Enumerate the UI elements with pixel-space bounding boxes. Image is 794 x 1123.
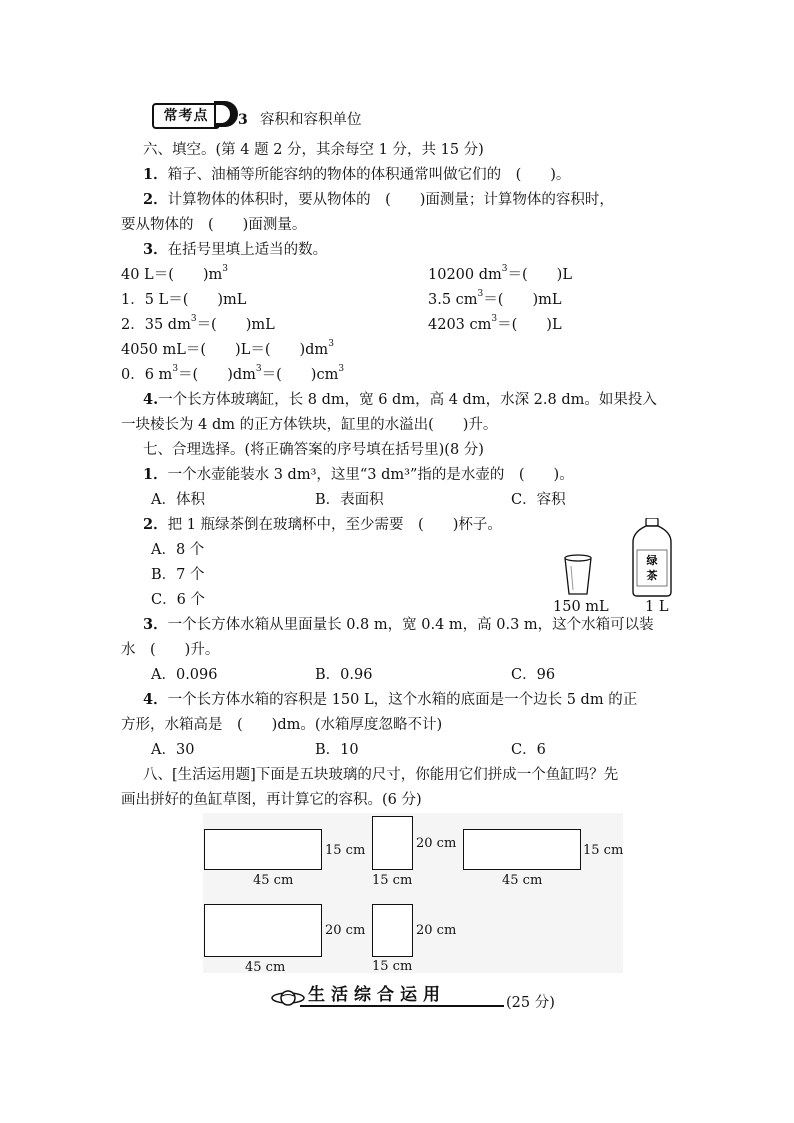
s7-q2-opt-b: B．7 个 — [151, 567, 205, 583]
glass-piece-5 — [372, 904, 413, 957]
glass-4-height: 20 cm — [325, 923, 366, 938]
bottle-label-char1: 绿 — [646, 554, 658, 567]
section-banner-title: 生活综合运用 — [308, 985, 446, 1005]
s6-q4-line2: 一块棱长为 4 dm 的正方体铁块，缸里的水溢出( )升。 — [121, 417, 498, 433]
s6-q1: 1．箱子、油桶等所能容纳的物体的体积通常叫做它们的 ( )。 — [143, 166, 571, 183]
s6-q4-line1: 4.一个长方体玻璃缸，长 8 dm，宽 6 dm，高 4 dm，水深 2.8 dm。如果投入 — [143, 391, 657, 408]
cup-icon — [565, 555, 591, 594]
glass-piece-3 — [463, 829, 581, 870]
glass-2-height: 20 cm — [416, 836, 457, 851]
section-banner-points: (25 分) — [506, 995, 555, 1011]
s6-q3-item2: 10200 $dm^3=$( )L — [428, 264, 572, 283]
cup-bottle-illustration — [555, 518, 680, 598]
section8-line1: 八、[生活运用题]下面是五块玻璃的尺寸，你能用它们拼成一个鱼缸吗？先 — [143, 767, 619, 783]
s7-q2: 2．把 1 瓶绿茶倒在玻璃杯中，至少需要 ( )杯子。 — [143, 516, 502, 533]
s6-q3: 3．在括号里填上适当的数。 — [143, 241, 328, 258]
s6-q3-item7: 4050 mL＝( )L＝( )$dm^3$ — [121, 339, 334, 358]
s7-q3-line2: 水 ( )升。 — [121, 642, 220, 658]
bottle-volume-label: 1 L — [645, 599, 669, 615]
s6-q3-item4: 3.5 $cm^3=$( )mL — [428, 289, 562, 308]
s6-q2-line2: 要从物体的 ( )面测量。 — [121, 217, 307, 233]
s7-q1-opt-b: B．表面积 — [315, 492, 384, 508]
glass-piece-4 — [204, 904, 322, 957]
glass-1-width: 45 cm — [253, 873, 294, 888]
s7-q3-opt-a: A．0.096 — [151, 667, 218, 683]
s6-q3-item5: 2．35 $dm^3=$( )mL — [121, 314, 275, 333]
topic-title: 容积和容积单位 — [260, 112, 362, 128]
glass-4-width: 45 cm — [245, 960, 286, 975]
cup-volume-label: 150 mL — [553, 599, 609, 615]
s7-q2-opt-a: A．8 个 — [151, 542, 205, 558]
glass-5-width: 15 cm — [372, 959, 413, 974]
topic-badge: 常考点 — [152, 103, 220, 129]
s7-q1-opt-c: C．容积 — [511, 492, 566, 508]
glass-5-height: 20 cm — [416, 923, 457, 938]
s6-q2-line1: 2．计算物体的体积时，要从物体的 ( )面测量；计算物体的容积时， — [143, 191, 614, 208]
s6-q3-item8: 0．6 $m^3=$( )$dm^3=$( )$cm^3$ — [121, 364, 345, 383]
section7-heading: 七、合理选择。(将正确答案的序号填在括号里)(8 分) — [143, 442, 484, 458]
s7-q2-opt-c: C．6 个 — [151, 592, 205, 608]
s7-q4-line1: 4．一个长方体水箱的容积是 150 L，这个水箱的底面是一个边长 5 dm 的正 — [143, 691, 638, 708]
s7-q1: 1．一个水壶能装水 3 dm³，这里“3 dm³”指的是水壶的 ( )。 — [143, 466, 574, 483]
s7-q3-opt-c: C．96 — [511, 667, 556, 683]
s6-q3-item6: 4203 $cm^3=$( )L — [428, 314, 562, 333]
s7-q4-opt-a: A．30 — [151, 742, 195, 758]
s7-q3-opt-b: B．0.96 — [315, 667, 373, 683]
s7-q4-opt-c: C．6 — [511, 742, 546, 758]
glass-1-height: 15 cm — [325, 843, 366, 858]
s7-q4-opt-b: B．10 — [315, 742, 359, 758]
topic-number: 3 — [238, 112, 248, 128]
glass-3-height: 15 cm — [583, 843, 624, 858]
s6-q3-item1: 40 L＝( )$m^3$ — [121, 264, 228, 283]
s6-q3-item3: 1．5 L＝( )mL — [121, 292, 247, 308]
section6-heading: 六、填空。(第 4 题 2 分，其余每空 1 分，共 15 分) — [143, 142, 484, 158]
s7-q3-line1: 3．一个长方体水箱从里面量长 0.8 m，宽 0.4 m，高 0.3 m，这个水箱可以装 — [143, 616, 654, 633]
bottle-label-char2: 茶 — [646, 569, 658, 582]
glass-piece-2 — [372, 816, 413, 870]
s7-q1-opt-a: A．体积 — [151, 492, 205, 508]
s7-q4-line2: 方形，水箱高是 ( )dm。(水箱厚度忽略不计) — [121, 717, 443, 733]
section8-line2: 画出拼好的鱼缸草图，再计算它的容积。(6 分) — [121, 792, 422, 808]
glass-piece-1 — [204, 829, 322, 870]
glass-3-width: 45 cm — [502, 873, 543, 888]
glass-2-width: 15 cm — [372, 873, 413, 888]
